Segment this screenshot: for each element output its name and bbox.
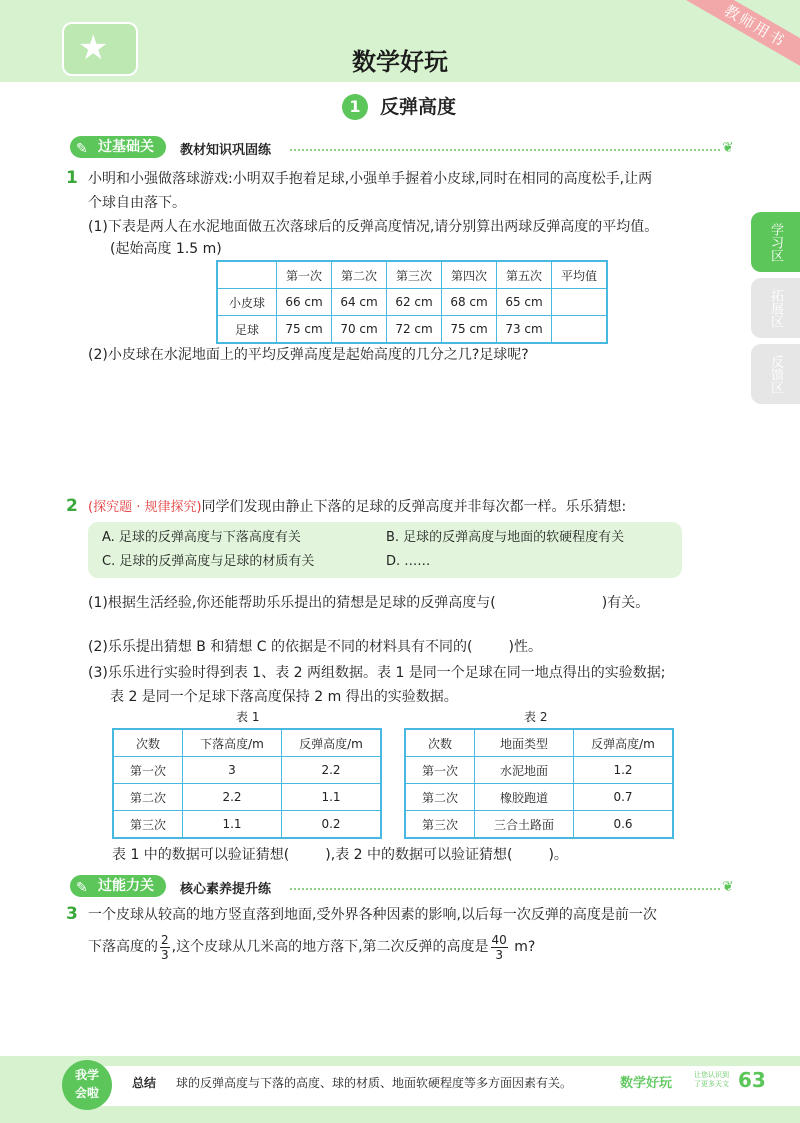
page-number: 63	[738, 1068, 766, 1092]
pencil-icon: ✎	[76, 880, 88, 896]
q2-part3-line1: (3)乐乐进行实验时得到表 1、表 2 两组数据。表 1 是同一个足球在同一地点得出的实验数据;	[88, 665, 666, 681]
question-number: 1	[66, 168, 78, 188]
table-row: 小皮球 66 cm 64 cm 62 cm 68 cm 65 cm	[217, 289, 607, 316]
q1-table	[216, 260, 608, 344]
table2	[404, 728, 674, 839]
brand-name: 数学好玩	[620, 1076, 673, 1091]
lesson-title: 反弹高度	[380, 96, 457, 118]
question-number: 3	[66, 904, 78, 924]
q1-part1-line2: (起始高度 1.5 m)	[110, 241, 222, 257]
q1-part2: (2)小皮球在水泥地面上的平均反弹高度是起始高度的几分之几?足球呢?	[88, 347, 529, 363]
q2-part1: (1)根据生活经验,你还能帮助乐乐提出的猜想是足球的反弹高度与( )有关。	[88, 595, 650, 611]
q1-text-line1: 小明和小强做落球游戏:小明双手抱着足球,小强单手握着小皮球,同时在相同的高度松手,让两	[88, 171, 653, 187]
page-title: 数学好玩	[352, 48, 448, 76]
footer-brand	[620, 1068, 800, 1098]
q3-text-line2: 下落高度的 $\frac{2}{3}$ ,这个皮球从几米高的地方落下,第二次反弹的高度是 $\frac{40}{3}$ m?	[88, 932, 536, 962]
summary-label: 总结	[132, 1076, 157, 1090]
table1-caption: 表 1	[236, 710, 260, 724]
answer-cell[interactable]	[552, 316, 608, 344]
q1-part1-line1: (1)下表是两人在水泥地面做五次落球后的反弹高度情况,请分别算出两球反弹高度的平均值。	[88, 219, 659, 235]
section-badge-ability: ✎ 过能力关	[70, 875, 166, 897]
option-c: C. 足球的反弹高度与足球的材质有关	[102, 554, 315, 569]
question-number: 2	[66, 496, 78, 516]
tab-feedback-zone[interactable]: 反馈区	[751, 344, 800, 404]
section-divider	[290, 888, 720, 890]
section-divider	[290, 149, 720, 151]
table-row: 第三次 1.1 0.2	[113, 811, 381, 839]
table-row: 第三次 三合土路面 0.6	[405, 811, 673, 839]
q2-conclusion: 表 1 中的数据可以验证猜想( ),表 2 中的数据可以验证猜想( )。	[112, 847, 568, 863]
star-icon: ★	[78, 28, 109, 68]
side-tabs	[751, 212, 800, 408]
q2-part2: (2)乐乐提出猜想 B 和猜想 C 的依据是不同的材料具有不同的( )性。	[88, 639, 542, 655]
answer-cell[interactable]	[552, 289, 608, 316]
table-row: 第二次 橡胶跑道 0.7	[405, 784, 673, 811]
learned-badge: 我学 会啦	[62, 1060, 112, 1110]
table1	[112, 728, 382, 839]
q2-options-box	[88, 522, 682, 578]
table-row: 足球 75 cm 70 cm 72 cm 75 cm 73 cm	[217, 316, 607, 344]
leaf-icon: ❦	[722, 879, 734, 895]
summary-text: 球的反弹高度与下落的高度、球的材质、地面软硬程度等多方面因素有关。	[176, 1076, 573, 1090]
table-row: 第一次 第二次 第三次 第四次 第五次 平均值	[217, 261, 607, 289]
q2-part3-line2: 表 2 是同一个足球下落高度保持 2 m 得出的实验数据。	[110, 689, 458, 705]
table-row: 第一次 水泥地面 1.2	[405, 757, 673, 784]
table2-caption: 表 2	[524, 710, 548, 724]
section-badge-basic: ✎ 过基础关	[70, 136, 166, 158]
teacher-edition-banner: 教师用书	[675, 0, 800, 79]
table-row: 次数 地面类型 反弹高度/m	[405, 729, 673, 757]
fraction-forty-thirds: $\frac{40}{3}$	[491, 932, 507, 962]
option-d: D. ……	[386, 554, 431, 569]
section-subtitle-basic: 教材知识巩固练	[180, 143, 272, 158]
tab-extension-zone[interactable]: 拓展区	[751, 278, 800, 338]
fraction-two-thirds: $\frac{2}{3}$	[161, 932, 169, 962]
q2-intro-line: (探究题 · 规律探究)同学们发现由静止下落的足球的反弹高度并非每次都一样。乐乐猜想:	[88, 499, 627, 515]
q1-text-line2: 个球自由落下。	[88, 195, 186, 211]
option-b: B. 足球的反弹高度与地面的软硬程度有关	[386, 530, 625, 545]
q2-tag: (探究题 · 规律探究)	[88, 500, 202, 515]
table-row: 第二次 2.2 1.1	[113, 784, 381, 811]
table-row: 次数 下落高度/m 反弹高度/m	[113, 729, 381, 757]
option-a: A. 足球的反弹高度与下落高度有关	[102, 530, 301, 545]
q3-text-line1: 一个皮球从较高的地方竖直落到地面,受外界各种因素的影响,以后每一次反弹的高度是前一次	[88, 907, 657, 923]
section-subtitle-ability: 核心素养提升练	[180, 882, 272, 897]
brand-slogan: 让您认识到 了更多天文	[694, 1071, 729, 1088]
lesson-number-badge: 1	[342, 94, 368, 120]
pencil-icon: ✎	[76, 141, 88, 157]
table-row: 第一次 3 2.2	[113, 757, 381, 784]
leaf-icon: ❦	[722, 140, 734, 156]
tab-learning-zone[interactable]: 学习区	[751, 212, 800, 272]
